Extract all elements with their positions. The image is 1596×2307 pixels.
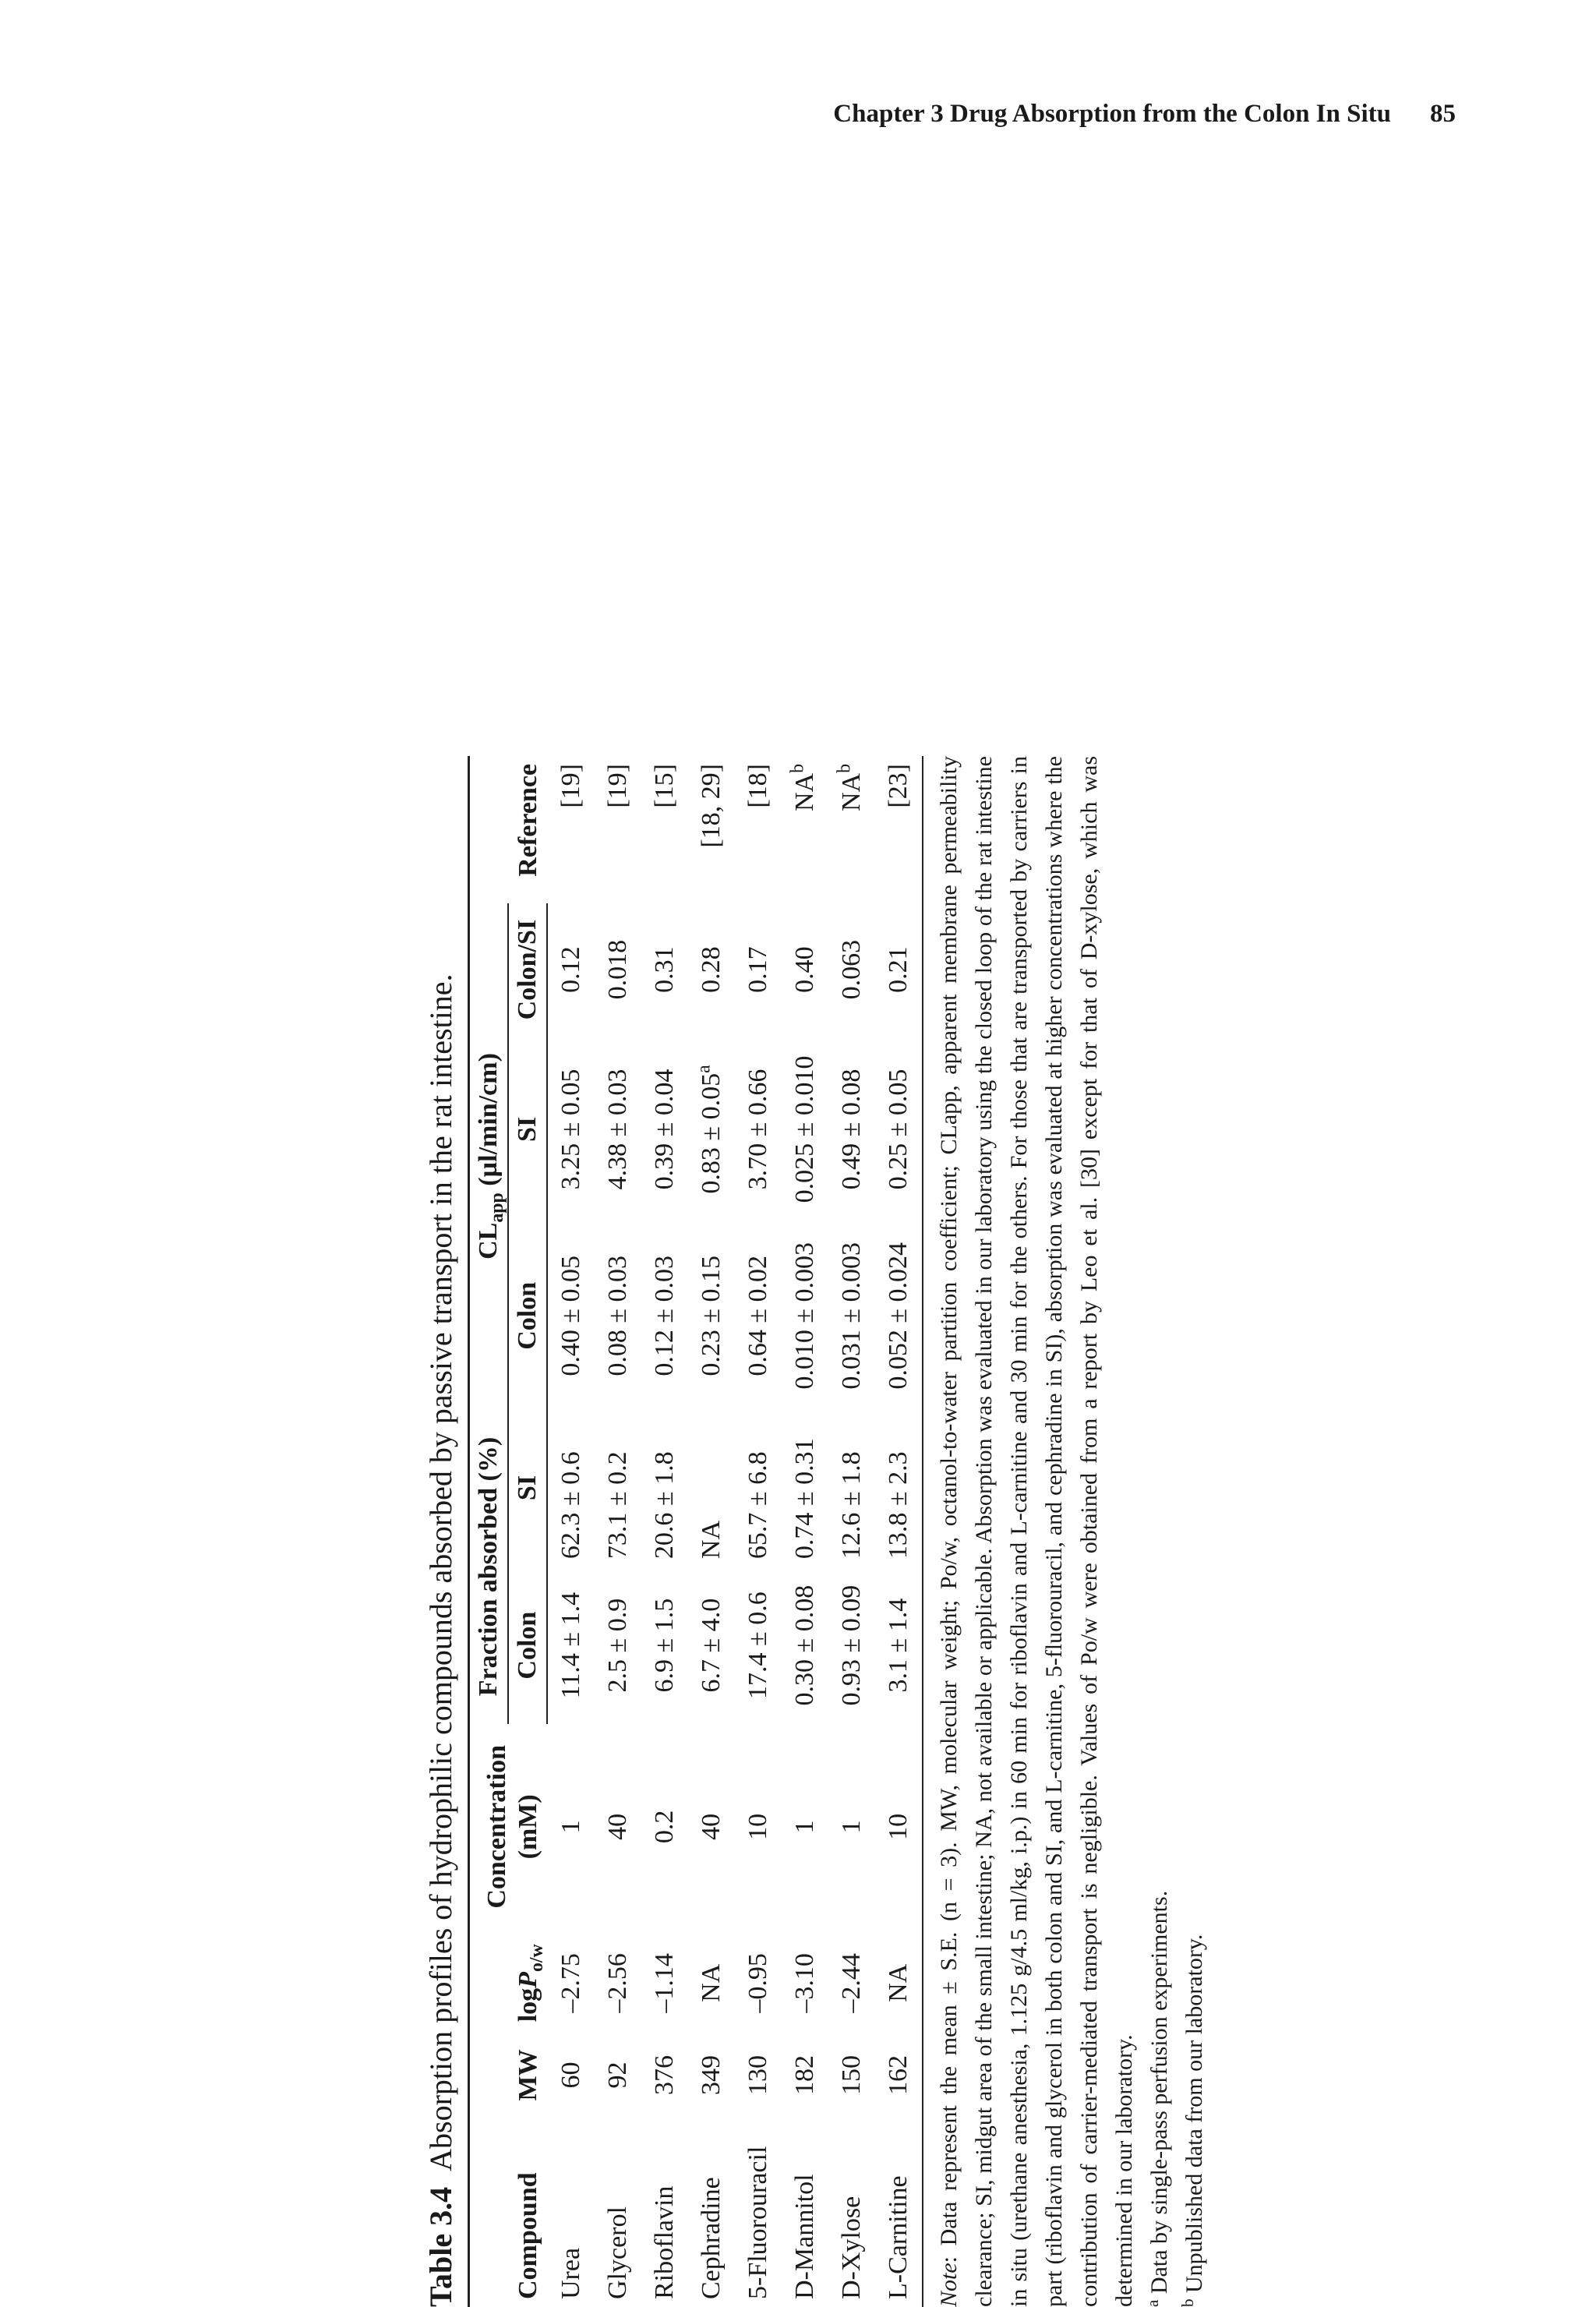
table-row — [782, 756, 828, 2307]
cell-ratio: 0.28 — [697, 946, 726, 993]
cell-reference: $NA^b$ — [834, 764, 866, 812]
cell-logp: –3.10 — [790, 1953, 819, 2013]
cell-ratio: 0.018 — [603, 939, 632, 1000]
cell-reference: [19] — [556, 764, 585, 808]
table-row — [547, 756, 595, 2307]
cell-fa-colon: 6.9 ± 1.5 — [650, 1598, 679, 1693]
col-fa-si: SI — [508, 1409, 547, 1567]
table-note: Note: Data represent the mean ± S.E. (n = 3). MW, molecular weight; Po/w, octanol-to-water partition coefficient; CLapp, apparent membrane permeability clearance; SI, midgut area of the small intestine; NA, not available or applicable. Absorption was evaluated in our laboratory using the closed loop of the rat intestine in situ (urethane anesthesia, 1.125 g/4.5 ml/kg, i.p.) in 60 min for riboflavin and L-carnitine and 30 min for the others. For those that are transported by carriers in part (riboflavin and glycerol in both colon and SI, and L-carnitine, 5-fluorouracil, and cephradine in SI), absorption was evaluated at higher concentrations where the contribution of carrier-mediated transport is negligible. Values of Po/w were obtained from a report by Leo et al. [30] except for that of D-xylose, which was determined in our laboratory. — [936, 756, 1137, 2307]
cell-cl-colon: 0.052 ± 0.024 — [884, 1242, 913, 1390]
cell-fa-colon: 0.30 ± 0.08 — [790, 1585, 819, 1706]
col-ratio: Colon/SI — [508, 903, 547, 1036]
cell-logp: NA — [884, 1963, 913, 2002]
cell-mw: 162 — [884, 2054, 913, 2095]
cell-ratio: 0.21 — [884, 946, 913, 993]
cell-fa-colon: 2.5 ± 0.9 — [603, 1598, 632, 1693]
cell-concentration: 0.2 — [650, 1810, 679, 1844]
cell-logp: –2.44 — [837, 1953, 866, 2013]
cell-compound: 5-Fluorouracil — [743, 2146, 772, 2299]
cell-mw: 182 — [790, 2054, 819, 2095]
page-number: 85 — [1430, 100, 1456, 128]
col-fa-colon: Colon — [508, 1567, 547, 1724]
cell-cl-si: 0.25 ± 0.05 — [884, 1069, 913, 1190]
cell-mw: 150 — [837, 2054, 866, 2095]
cell-cl-colon: 0.40 ± 0.05 — [556, 1255, 585, 1376]
cell-cl-colon: 0.010 ± 0.003 — [790, 1242, 819, 1390]
cell-mw: 349 — [697, 2054, 726, 2095]
col-cl-si: SI — [508, 1036, 547, 1222]
cell-concentration: 10 — [743, 1813, 772, 1840]
table-title: Absorption profiles of hydrophilic compounds absorbed by passive transport in the rat intestine. — [423, 973, 458, 2171]
cell-cl-colon: 0.64 ± 0.02 — [743, 1255, 772, 1376]
cell-mw: 376 — [650, 2054, 679, 2095]
cell-reference: [18] — [743, 764, 772, 808]
cell-mw: 60 — [556, 2061, 585, 2089]
cell-cl-colon: 0.23 ± 0.15 — [697, 1255, 726, 1376]
cell-logp: –2.75 — [556, 1953, 585, 2013]
cell-logp: –1.14 — [650, 1953, 679, 2013]
col-concentration: Concentration (mM) — [482, 1745, 542, 1909]
col-logp: logP$_{o/w}$ — [514, 1944, 547, 2023]
cell-logp: –0.95 — [743, 1953, 772, 2013]
cell-fa-colon: 11.4 ± 1.4 — [556, 1592, 585, 1699]
absorption-table — [468, 756, 923, 2307]
cell-cl-si: 0.025 ± 0.010 — [790, 1055, 819, 1203]
table-label: Table 3.4 — [423, 2186, 458, 2307]
cell-concentration: 1 — [790, 1820, 819, 1834]
cell-compound: D-Xylose — [837, 2196, 866, 2299]
cell-ratio: 0.17 — [743, 946, 772, 993]
cell-compound: Glycerol — [603, 2206, 632, 2299]
col-mw: MW — [514, 2049, 542, 2101]
cell-fa-colon: 0.93 ± 0.09 — [837, 1585, 866, 1706]
cell-compound: Urea — [556, 2247, 585, 2299]
cell-logp: NA — [697, 1963, 726, 2002]
rotated-table-block — [421, 740, 1207, 2307]
table-row — [828, 756, 875, 2307]
col-compound: Compound — [514, 2172, 542, 2299]
cell-fa-si: 12.6 ± 1.8 — [837, 1451, 866, 1560]
col-cl-colon: Colon — [508, 1223, 547, 1409]
cell-cl-colon: 0.12 ± 0.03 — [650, 1255, 679, 1376]
footnote-a: $^a$ Data by single-pass perfusion experiments. — [1143, 1890, 1172, 2307]
group-clapp: $CL_{app}$ (µl/min/cm) — [469, 903, 509, 1409]
running-head — [833, 100, 1456, 129]
cell-cl-si: 0.39 ± 0.04 — [650, 1069, 679, 1190]
table-row — [875, 756, 923, 2307]
cell-cl-si: 3.70 ± 0.66 — [743, 1069, 772, 1190]
cell-ratio: 0.31 — [650, 946, 679, 993]
cell-compound: Cephradine — [697, 2177, 726, 2299]
cell-ratio: 0.12 — [556, 946, 585, 993]
cell-compound: L-Carnitine — [884, 2175, 913, 2299]
cell-mw: 92 — [603, 2061, 632, 2089]
cell-mw: 130 — [743, 2054, 772, 2095]
cell-reference: [18, 29] — [697, 764, 726, 848]
cell-fa-colon: 3.1 ± 1.4 — [884, 1598, 913, 1693]
table-row — [595, 756, 641, 2307]
cell-fa-si: 0.74 ± 0.31 — [790, 1438, 819, 1560]
group-fraction-absorbed: Fraction absorbed (%) — [469, 1409, 509, 1724]
cell-cl-si: 0.83 ± 0.05$^a$ — [694, 1065, 726, 1194]
cell-reference: [15] — [650, 764, 679, 808]
cell-cl-colon: 0.08 ± 0.03 — [603, 1255, 632, 1376]
cell-logp: –2.56 — [603, 1953, 632, 2013]
cell-concentration: 40 — [697, 1813, 726, 1840]
table-row — [688, 756, 735, 2307]
cell-concentration: 10 — [884, 1813, 913, 1840]
cell-compound: D-Mannitol — [790, 2174, 819, 2299]
cell-ratio: 0.40 — [790, 946, 819, 993]
table-row — [735, 756, 782, 2307]
header-row-groups — [469, 756, 509, 2307]
cell-concentration: 1 — [556, 1820, 585, 1834]
cell-compound: Riboflavin — [650, 2185, 679, 2299]
cell-reference: $NA^b$ — [787, 764, 819, 812]
footnote-b: $^b$ Unpublished data from our laboratory. — [1178, 1934, 1207, 2307]
cell-reference: [23] — [884, 764, 913, 808]
table-row — [641, 756, 688, 2307]
cell-reference: [19] — [603, 764, 632, 808]
cell-fa-si: 13.8 ± 2.3 — [884, 1451, 913, 1560]
table-caption — [421, 740, 461, 2307]
col-reference: Reference — [514, 764, 542, 877]
cell-concentration: 1 — [837, 1820, 866, 1834]
cell-fa-si: 65.7 ± 6.8 — [743, 1451, 772, 1560]
cell-fa-si: 73.1 ± 0.2 — [603, 1451, 632, 1560]
cell-fa-si: 62.3 ± 0.6 — [556, 1451, 585, 1560]
cell-cl-colon: 0.031 ± 0.003 — [837, 1242, 866, 1390]
cell-cl-si: 3.25 ± 0.05 — [556, 1069, 585, 1190]
cell-cl-si: 0.49 ± 0.08 — [837, 1069, 866, 1190]
cell-ratio: 0.063 — [837, 939, 866, 1000]
cell-cl-si: 4.38 ± 0.03 — [603, 1069, 632, 1190]
cell-fa-colon: 6.7 ± 4.0 — [697, 1598, 726, 1693]
cell-fa-si: 20.6 ± 1.8 — [650, 1451, 679, 1560]
cell-concentration: 40 — [603, 1813, 632, 1840]
cell-fa-si: NA — [697, 1520, 726, 1560]
cell-fa-colon: 17.4 ± 0.6 — [743, 1592, 772, 1699]
chapter-title: Chapter 3 Drug Absorption from the Colon In Situ — [833, 100, 1391, 128]
